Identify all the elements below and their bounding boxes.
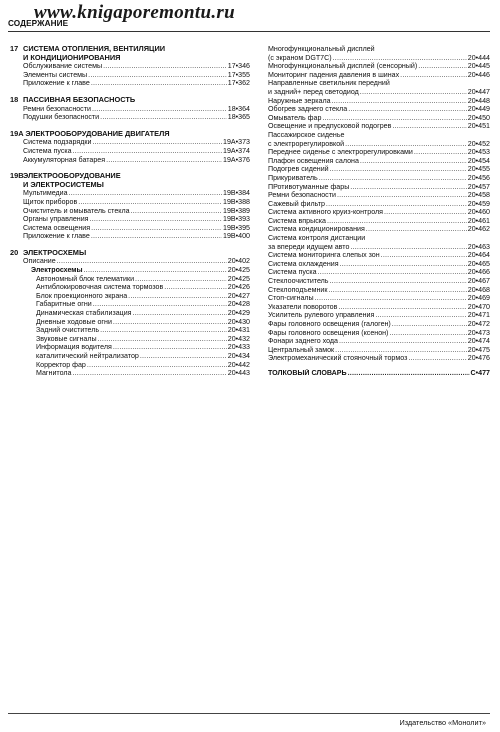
toc-entry-page: 19A•374 bbox=[223, 146, 250, 155]
toc-entry-page: 20•456 bbox=[467, 173, 490, 182]
toc-entry-page: 20•461 bbox=[467, 216, 490, 225]
toc-entry[interactable] bbox=[10, 105, 250, 114]
toc-entry-page: 20•470 bbox=[467, 302, 490, 311]
toc-entry-label: Корректор фар bbox=[36, 360, 86, 369]
toc-entry-label: Многофункциональный дисплей (сенсорный) bbox=[268, 62, 418, 71]
toc-entry-label: Система активного круиз-контроля bbox=[268, 208, 383, 217]
section-heading[interactable] bbox=[10, 130, 250, 139]
leader-dots bbox=[106, 156, 222, 165]
leader-dots bbox=[322, 114, 466, 123]
toc-entry-label: Задний очиститель bbox=[36, 326, 100, 335]
toc-entry-page: 20•431 bbox=[227, 326, 250, 335]
toc-entry-label: Антиблокировочная система тормозов bbox=[36, 283, 164, 292]
section-number: 19B bbox=[10, 171, 24, 181]
toc-entry-label: Обслуживание системы bbox=[23, 62, 103, 71]
section-heading[interactable] bbox=[10, 45, 250, 62]
section-title bbox=[10, 130, 170, 139]
toc-right-list bbox=[268, 45, 490, 363]
toc-entry[interactable] bbox=[268, 208, 490, 217]
toc-entry-label: Фары головного освещения (галоген) bbox=[268, 320, 391, 328]
toc-entry-page: 20•472 bbox=[467, 320, 490, 328]
leader-dots bbox=[319, 174, 467, 183]
toc-entry-page: 20•429 bbox=[227, 309, 250, 318]
toc-entry[interactable] bbox=[268, 320, 490, 329]
leader-dots bbox=[392, 320, 467, 329]
toc-entry-page: 20•425 bbox=[227, 266, 250, 275]
toc-entry[interactable] bbox=[268, 140, 490, 149]
section-heading[interactable] bbox=[10, 249, 250, 258]
leader-dots bbox=[92, 138, 222, 147]
toc-entry-label: Подогрев сидений bbox=[268, 165, 329, 174]
toc-entry-page: 20•455 bbox=[467, 165, 490, 174]
section-title-line: ПАССИВНАЯ БЕЗОПАСНОСТЬ bbox=[23, 94, 136, 104]
toc-entry-label: Система пуска bbox=[23, 146, 72, 155]
toc-entry[interactable] bbox=[268, 148, 490, 157]
leader-dots bbox=[131, 207, 222, 216]
leader-dots bbox=[330, 277, 467, 286]
toc-entry-page: 20•449 bbox=[467, 105, 490, 114]
toc-entry[interactable] bbox=[10, 189, 250, 198]
leader-dots bbox=[91, 79, 227, 88]
toc-entry-label: Фонари заднего хода bbox=[268, 337, 338, 346]
leader-dots bbox=[335, 346, 467, 355]
toc-entry[interactable] bbox=[10, 215, 250, 224]
leader-dots bbox=[366, 225, 467, 234]
toc-entry-label: Приложение к главе bbox=[23, 232, 90, 241]
leader-dots bbox=[100, 113, 227, 122]
toc-entry[interactable] bbox=[10, 156, 250, 165]
toc-entry[interactable] bbox=[268, 200, 490, 209]
toc-entry[interactable] bbox=[268, 54, 490, 63]
toc-entry-label: Стеклоподъемник bbox=[268, 285, 328, 294]
toc-entry[interactable] bbox=[268, 131, 490, 140]
toc-entry[interactable] bbox=[268, 122, 490, 131]
toc-entry[interactable] bbox=[10, 369, 250, 378]
toc-entry-page: 20•445 bbox=[467, 62, 490, 71]
toc-entry-page: 20•433 bbox=[227, 343, 250, 352]
leader-dots bbox=[400, 71, 467, 80]
toc-entry-label: Звуковые сигналы bbox=[36, 334, 97, 343]
toc-entry-page: 19B•388 bbox=[223, 197, 250, 206]
toc-entry-page: 20•426 bbox=[227, 283, 250, 292]
leader-dots bbox=[73, 147, 222, 156]
toc-entry[interactable] bbox=[268, 62, 490, 71]
toc-entry-page: 20•444 bbox=[467, 53, 490, 62]
leader-dots bbox=[337, 191, 467, 200]
toc-entry-page: 20•464 bbox=[467, 251, 490, 260]
toc-entry-label: Освещение и предпусковой подогрев bbox=[268, 122, 392, 131]
toc-entry-page: 20•465 bbox=[467, 259, 490, 268]
toc-entry-label: Щиток приборов bbox=[23, 197, 78, 206]
toc-entry-page: 20•402 bbox=[227, 257, 250, 266]
toc-entry-label: Система мониторинга слепых зон bbox=[268, 251, 380, 260]
toc-entry-page: 17•346 bbox=[227, 62, 250, 71]
toc-entry-label: Динамическая стабилизация bbox=[36, 309, 132, 318]
leader-dots bbox=[384, 208, 467, 217]
toc-section bbox=[10, 45, 250, 88]
toc-entry[interactable] bbox=[268, 105, 490, 114]
toc-entry[interactable] bbox=[268, 337, 490, 346]
page-title: СОДЕРЖАНИЕ bbox=[8, 19, 69, 28]
toc-section bbox=[10, 130, 250, 164]
publisher-name: Издательство «Монолит» bbox=[399, 718, 486, 727]
toc-entry-label: Центральный замок bbox=[268, 345, 335, 354]
leader-dots bbox=[345, 140, 467, 149]
toc-entry-page: 20•473 bbox=[467, 328, 490, 337]
toc-entry[interactable] bbox=[10, 138, 250, 147]
leader-dots bbox=[93, 300, 227, 309]
toc-entry[interactable] bbox=[10, 147, 250, 156]
toc-entry[interactable] bbox=[10, 361, 250, 370]
toc-entry-label: Система подзарядки bbox=[23, 138, 92, 147]
toc-entry-page: 20•463 bbox=[467, 242, 490, 251]
section-title-line: ЭЛЕКТРОСХЕМЫ bbox=[23, 247, 87, 257]
toc-entry-label: Омыватель фар bbox=[268, 113, 322, 122]
leader-dots bbox=[84, 266, 227, 275]
toc-entry-label: Система освещения bbox=[23, 223, 91, 232]
toc-entry[interactable] bbox=[268, 88, 490, 97]
toc-entry[interactable] bbox=[268, 157, 490, 166]
toc-entry[interactable] bbox=[10, 300, 250, 309]
toc-entry[interactable] bbox=[268, 311, 490, 320]
section-title-line: И ЭЛЕКТРОСИСТЕМЫ bbox=[23, 179, 104, 189]
leader-dots bbox=[348, 369, 470, 378]
toc-entry-page: 20•475 bbox=[467, 345, 490, 354]
leader-dots bbox=[333, 54, 467, 63]
toc-entry[interactable] bbox=[10, 352, 250, 361]
toc-entry-label: Аккумуляторная батарея bbox=[23, 155, 106, 164]
toc-entry-label: с электрорегулировкой bbox=[268, 139, 345, 148]
toc-entry[interactable] bbox=[10, 113, 250, 122]
site-watermark: www.knigaporemontu.ru bbox=[34, 2, 235, 23]
toc-entry[interactable] bbox=[268, 225, 490, 234]
toc-entry[interactable] bbox=[10, 292, 250, 301]
leader-dots bbox=[350, 243, 466, 252]
leader-dots bbox=[328, 286, 466, 295]
toc-entry-page: 17•355 bbox=[227, 70, 250, 79]
toc-entry[interactable] bbox=[10, 257, 250, 266]
toc-entry[interactable] bbox=[268, 329, 490, 338]
toc-entry-label: Система кондиционирования bbox=[268, 225, 365, 234]
toc-entry-page: 20•476 bbox=[467, 354, 490, 363]
toc-entry[interactable] bbox=[268, 354, 490, 363]
leader-dots bbox=[375, 311, 466, 320]
leader-dots bbox=[78, 198, 222, 207]
leader-dots bbox=[338, 303, 466, 312]
toc-entry-label: Органы управления bbox=[23, 215, 89, 224]
toc-entry-label: Очиститель и омыватель стекла bbox=[23, 206, 130, 215]
toc-entry[interactable] bbox=[268, 191, 490, 200]
leader-dots bbox=[103, 62, 227, 71]
leader-dots bbox=[327, 217, 467, 226]
toc-entry-label: Многофункциональный дисплей bbox=[268, 45, 375, 53]
toc-entry[interactable] bbox=[268, 303, 490, 312]
toc-entry-label: каталитический нейтрализатор bbox=[36, 352, 139, 360]
toc-entry[interactable] bbox=[10, 326, 250, 335]
toc-entry-page: 20•467 bbox=[467, 277, 490, 286]
toc-entry-page: 20•468 bbox=[467, 285, 490, 294]
toc-entry[interactable] bbox=[268, 174, 490, 183]
toc-entry-label: ПРотивотуманные фары bbox=[268, 182, 350, 191]
section-heading[interactable] bbox=[10, 96, 250, 105]
toc-entry[interactable] bbox=[268, 268, 490, 277]
toc-entry-label: Направленные светильник передний bbox=[268, 79, 390, 88]
toc-entry[interactable] bbox=[268, 79, 490, 88]
toc-entry-label: и задний+ перед светодиод bbox=[268, 87, 359, 96]
toc-section bbox=[10, 172, 250, 241]
toc-entry[interactable] bbox=[268, 294, 490, 303]
leader-dots bbox=[92, 105, 227, 114]
leader-dots bbox=[414, 148, 467, 157]
toc-entry[interactable] bbox=[10, 335, 250, 344]
leader-dots bbox=[72, 369, 226, 378]
toc-entry-label: Наружные зеркала bbox=[268, 96, 331, 105]
leader-dots bbox=[392, 122, 466, 131]
leader-dots bbox=[360, 88, 467, 97]
section-number: 20 bbox=[10, 247, 19, 257]
toc-entry[interactable] bbox=[10, 62, 250, 71]
toc-entry-page: 19A•376 bbox=[223, 155, 250, 164]
toc-entry-label: за впереди идущем авто bbox=[268, 242, 350, 251]
toc-entry-page: 20•430 bbox=[227, 317, 250, 326]
toc-entry-page: 17•362 bbox=[227, 79, 250, 88]
toc-entry-page: 20•428 bbox=[227, 300, 250, 309]
toc-entry-label: Плафон освещения салона bbox=[268, 156, 359, 165]
toc-entry[interactable] bbox=[268, 183, 490, 192]
toc-entry-page: 20•450 bbox=[467, 113, 490, 122]
toc-entry-page: 20•425 bbox=[227, 274, 250, 283]
toc-entry-page: 20•466 bbox=[467, 268, 490, 277]
leader-dots bbox=[340, 260, 467, 269]
leader-dots bbox=[408, 354, 466, 363]
toc-entry-page: 19A•373 bbox=[223, 138, 250, 147]
toc-entry[interactable] bbox=[268, 234, 490, 243]
leader-dots bbox=[100, 326, 227, 335]
toc-entry[interactable] bbox=[268, 243, 490, 252]
toc-entry-label: Стеклоочиститель bbox=[268, 277, 329, 286]
toc-entry-page: 20•459 bbox=[467, 199, 490, 208]
leader-dots bbox=[98, 335, 227, 344]
leader-dots bbox=[91, 232, 222, 241]
toc-entry-page: 19B•384 bbox=[223, 189, 250, 198]
toc-entry-label: Элементы системы bbox=[23, 70, 88, 79]
toc-entry[interactable] bbox=[268, 277, 490, 286]
toc-entry-label: Габаритные огни bbox=[36, 300, 92, 309]
toc-entry[interactable] bbox=[10, 318, 250, 327]
leader-dots bbox=[332, 97, 467, 106]
section-number: 17 bbox=[10, 44, 19, 53]
toc-section bbox=[10, 249, 250, 378]
toc-section bbox=[10, 96, 250, 122]
section-title-line: И КОНДИЦИОНИРОВАНИЯ bbox=[23, 52, 121, 62]
leader-dots bbox=[350, 183, 466, 192]
section-title-line: ЭЛЕКТРООБОРУДОВАНИЕ bbox=[23, 171, 121, 181]
leader-dots bbox=[348, 105, 467, 114]
toc-entry[interactable] bbox=[10, 283, 250, 292]
leader-dots bbox=[140, 352, 227, 361]
toc-entry-label: Усилитель рулевого управления bbox=[268, 311, 375, 320]
toc-entry-label: Мультимедиа bbox=[23, 189, 68, 198]
leader-dots bbox=[164, 283, 227, 292]
toc-entry-page: 20•458 bbox=[467, 191, 490, 200]
toc-entry[interactable] bbox=[10, 71, 250, 80]
toc-entry[interactable] bbox=[10, 275, 250, 284]
toc-right-column bbox=[268, 45, 490, 378]
glossary-label: ТОЛКОВЫЙ СЛОВАРЬ bbox=[268, 368, 347, 377]
toc-entry-label: Система контроля дистанции bbox=[268, 234, 366, 243]
toc-entry[interactable] bbox=[10, 266, 250, 275]
toc-left-column bbox=[10, 45, 250, 386]
toc-entry-label: Мониторинг падения давления в шинах bbox=[268, 70, 400, 79]
toc-entry-label: Система охлаждения bbox=[268, 259, 339, 268]
toc-entry-page: 20•448 bbox=[467, 96, 490, 105]
toc-entry-page: 20•451 bbox=[467, 122, 490, 131]
section-title bbox=[23, 249, 86, 258]
toc-entry-label: Автономный блок телематики bbox=[36, 274, 135, 283]
toc-entry-page: 20•446 bbox=[467, 70, 490, 79]
toc-entry-page: 19B•400 bbox=[223, 232, 250, 241]
section-title-line: 19A ЭЛЕКТРООБОРУДОВАНИЕ ДВИГАТЕЛЯ bbox=[10, 128, 170, 138]
leader-dots bbox=[133, 309, 227, 318]
toc-entry[interactable] bbox=[10, 198, 250, 207]
toc-entry-label: Ремни безопасности bbox=[23, 104, 91, 113]
toc-entry-page: 20•469 bbox=[467, 294, 490, 303]
toc-entry-page: 20•460 bbox=[467, 208, 490, 217]
toc-entry[interactable] bbox=[268, 71, 490, 80]
toc-entry[interactable] bbox=[268, 114, 490, 123]
toc-entry-page: 20•453 bbox=[467, 148, 490, 157]
toc-entry-label: Электромеханический стояночный тормоз bbox=[268, 354, 408, 363]
footer-divider bbox=[8, 713, 490, 714]
toc-entry-label: Указатели поворотов bbox=[268, 302, 338, 311]
toc-entry[interactable] bbox=[10, 79, 250, 88]
leader-dots bbox=[418, 62, 467, 71]
toc-entry-label: Стоп-сигналы bbox=[268, 294, 314, 303]
leader-dots bbox=[326, 200, 467, 209]
toc-entry[interactable] bbox=[268, 346, 490, 355]
section-title-line: СИСТЕМА ОТОПЛЕНИЯ, ВЕНТИЛЯЦИИ bbox=[23, 44, 166, 53]
leader-dots bbox=[389, 329, 466, 338]
toc-entry-page: 19B•393 bbox=[223, 215, 250, 224]
toc-entry-page: 20•442 bbox=[227, 360, 250, 369]
toc-entry[interactable] bbox=[268, 260, 490, 269]
leader-dots bbox=[318, 268, 467, 277]
toc-entry-label: Ремни безопасности bbox=[268, 191, 336, 200]
toc-entry[interactable] bbox=[268, 217, 490, 226]
leader-dots bbox=[128, 292, 227, 301]
toc-entry-label: Система пуска bbox=[268, 268, 317, 277]
leader-dots bbox=[113, 318, 227, 327]
leader-dots bbox=[315, 294, 467, 303]
leader-dots bbox=[90, 215, 223, 224]
toc-entry-page: 20•434 bbox=[227, 352, 250, 360]
section-number: 18 bbox=[10, 94, 19, 104]
toc-entry-label: Информация водителя bbox=[36, 343, 112, 352]
leader-dots bbox=[88, 71, 227, 80]
leader-dots bbox=[135, 275, 227, 284]
section-heading[interactable] bbox=[10, 172, 250, 189]
toc-entry-page: 20•447 bbox=[467, 87, 490, 96]
toc-entry[interactable] bbox=[268, 286, 490, 295]
leader-dots bbox=[69, 189, 222, 198]
toc-entry-page: 18•364 bbox=[227, 104, 250, 113]
section-title bbox=[23, 45, 165, 62]
toc-entry-page: 20•452 bbox=[467, 139, 490, 148]
toc-entry-label: Переднее сиденье с электрорегулировками bbox=[268, 148, 413, 157]
toc-entry[interactable] bbox=[10, 207, 250, 216]
leader-dots bbox=[381, 251, 467, 260]
toc-entry-page: 19B•395 bbox=[223, 223, 250, 232]
toc-entry-label: Приложение к главе bbox=[23, 79, 90, 88]
toc-entry-page: 20•474 bbox=[467, 337, 490, 346]
toc-entry-page: 18•365 bbox=[227, 113, 250, 122]
toc-entry[interactable] bbox=[268, 45, 490, 54]
toc-entry-page: 20•462 bbox=[467, 225, 490, 234]
toc-entry-page: 20•432 bbox=[227, 334, 250, 343]
toc-entry-label: Блок проекционного экрана bbox=[36, 291, 128, 300]
glossary-page: С•477 bbox=[470, 368, 490, 377]
leader-dots bbox=[339, 337, 467, 346]
toc-entry-page: 20•471 bbox=[467, 311, 490, 320]
leader-dots bbox=[57, 257, 227, 266]
toc-entry[interactable] bbox=[10, 224, 250, 233]
toc-entry-label: Магнитола bbox=[36, 369, 72, 378]
toc-entry-page: 20•457 bbox=[467, 182, 490, 191]
toc-entry-label: Фары головного освещения (ксенон) bbox=[268, 328, 389, 337]
toc-entry-label: Прикуриватель bbox=[268, 173, 318, 182]
toc-entry-label: (с экраном DGT7C) bbox=[268, 53, 332, 62]
toc-entry[interactable] bbox=[10, 343, 250, 352]
leader-dots bbox=[360, 157, 467, 166]
leader-dots bbox=[113, 343, 227, 352]
toc-entry[interactable] bbox=[268, 97, 490, 106]
section-title bbox=[23, 96, 135, 105]
leader-dots bbox=[330, 165, 467, 174]
toc-entry-label: Подушки безопасности bbox=[23, 113, 100, 122]
toc-entry-label: Обогрев заднего стекла bbox=[268, 105, 348, 114]
header-divider bbox=[8, 31, 490, 32]
toc-entry-label: Пассажирское сиденье bbox=[268, 130, 345, 139]
toc-entry-page: 20•443 bbox=[227, 369, 250, 378]
toc-entry-page: 20•427 bbox=[227, 291, 250, 300]
toc-entry[interactable] bbox=[268, 251, 490, 260]
toc-entry-label: Дневные ходовые огни bbox=[36, 317, 112, 326]
toc-entry-label: Описание bbox=[23, 257, 56, 266]
toc-entry[interactable] bbox=[268, 165, 490, 174]
leader-dots bbox=[91, 224, 222, 233]
toc-entry-page: 20•454 bbox=[467, 156, 490, 165]
toc-entry-label: Сажевый фильтр bbox=[268, 199, 325, 208]
toc-entry-label: Система впрыска bbox=[268, 216, 326, 225]
toc-entry-label: Электросхемы bbox=[31, 266, 83, 275]
toc-entry[interactable] bbox=[10, 309, 250, 318]
section-title bbox=[23, 172, 121, 189]
toc-entry[interactable] bbox=[10, 232, 250, 241]
glossary-entry[interactable] bbox=[268, 369, 490, 378]
leader-dots bbox=[87, 361, 227, 370]
toc-entry-page: 19B•389 bbox=[223, 206, 250, 215]
